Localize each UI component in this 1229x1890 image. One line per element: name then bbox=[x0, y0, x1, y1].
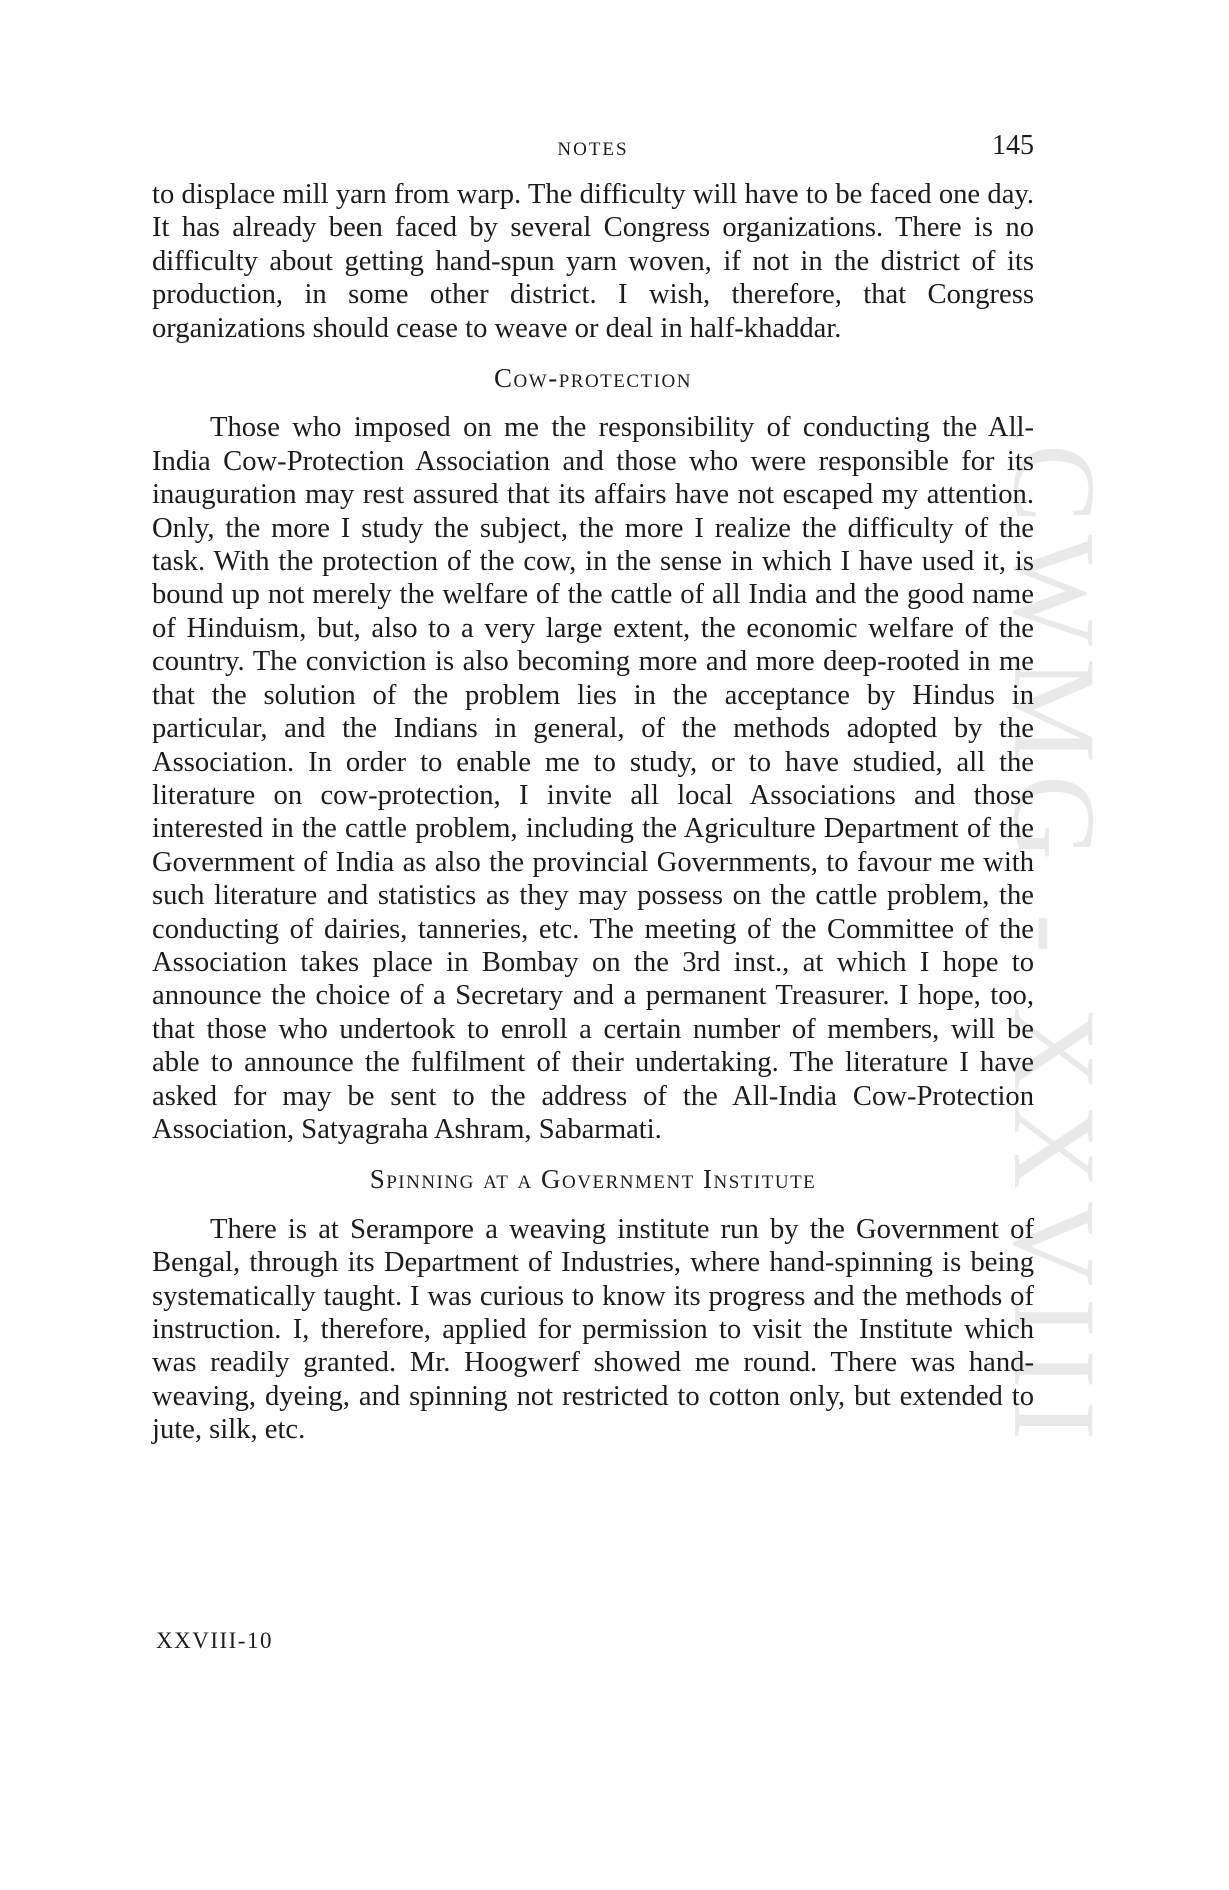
paragraph-cow-protection: Those who imposed on me the responsibility of conducting the All-India Cow-Protection Association and those who were responsible for its inauguration may rest assured that its affairs have not escaped my attention. Only, the more I study the subject, the more I realize the difficulty of the task. With the protection of the cow, in the sense in which I have used it, is bound up not merely the welfare of the cattle of all India and the good name of Hinduism, but, also to a very large extent, the economic welfare of the country. The conviction is also becoming more and more deep-rooted in me that the solution of the problem lies in the acceptance by Hindus in particular, and the Indians in general, of the methods adopted by the Association. In order to enable me to study, or to have studied, all the literature on cow-protection, I invite all local Associations and those interested in the cattle problem, including the Agriculture Department of the Government of India as also the provincial Governments, to favour me with such literature and statistics as they may possess on the cattle problem, the conducting of dairies, tanneries, etc. The meeting of the Committee of the Association takes place in Bombay on the 3rd inst., at which I hope to announce the choice of a Secretary and a permanent Treasurer. I hope, too, that those who undertook to enroll a certain number of members, will be able to announce the fulfilment of their undertaking. The literature I have asked for may be sent to the address of the All-India Cow-Protection Association, Satyagraha Ashram, Sabarmati. bbox=[152, 412, 1034, 1145]
page-header bbox=[152, 130, 1034, 166]
body-text bbox=[152, 178, 1034, 1447]
running-head: NOTES bbox=[557, 139, 629, 160]
page-number: 145 bbox=[992, 130, 1034, 161]
heading-cow-protection: Cow-protection bbox=[494, 363, 692, 394]
paragraph-continuation: to displace mill yarn from warp. The difficulty will have to be faced one day. It has already been faced by several Congress organizations. There is no difficulty about getting hand-spun yarn woven, if not in the district of its production, in some other district. I wish, therefore, that Congress organizations should cease to weave or deal in half-khaddar. bbox=[152, 179, 1034, 344]
watermark-text: CWMG - XXVIII bbox=[989, 443, 1121, 1453]
paragraph-spinning-institute: There is at Serampore a weaving institute run by the Government of Bengal, through its Department of Industries, where hand-spinning is being systematically taught. I was curious to know its progress and the methods of instruction. I, therefore, applied for permission to visit the Institute which was readily granted. Mr. Hoogwerf showed me round. There was hand-weaving, dyeing, and spinning not restricted to cotton only, but extended to jute, silk, etc. bbox=[152, 1213, 1034, 1446]
footer-signature: XXVIII-10 bbox=[156, 1628, 273, 1653]
heading-spinning-institute: Spinning at a Government Institute bbox=[369, 1164, 817, 1195]
